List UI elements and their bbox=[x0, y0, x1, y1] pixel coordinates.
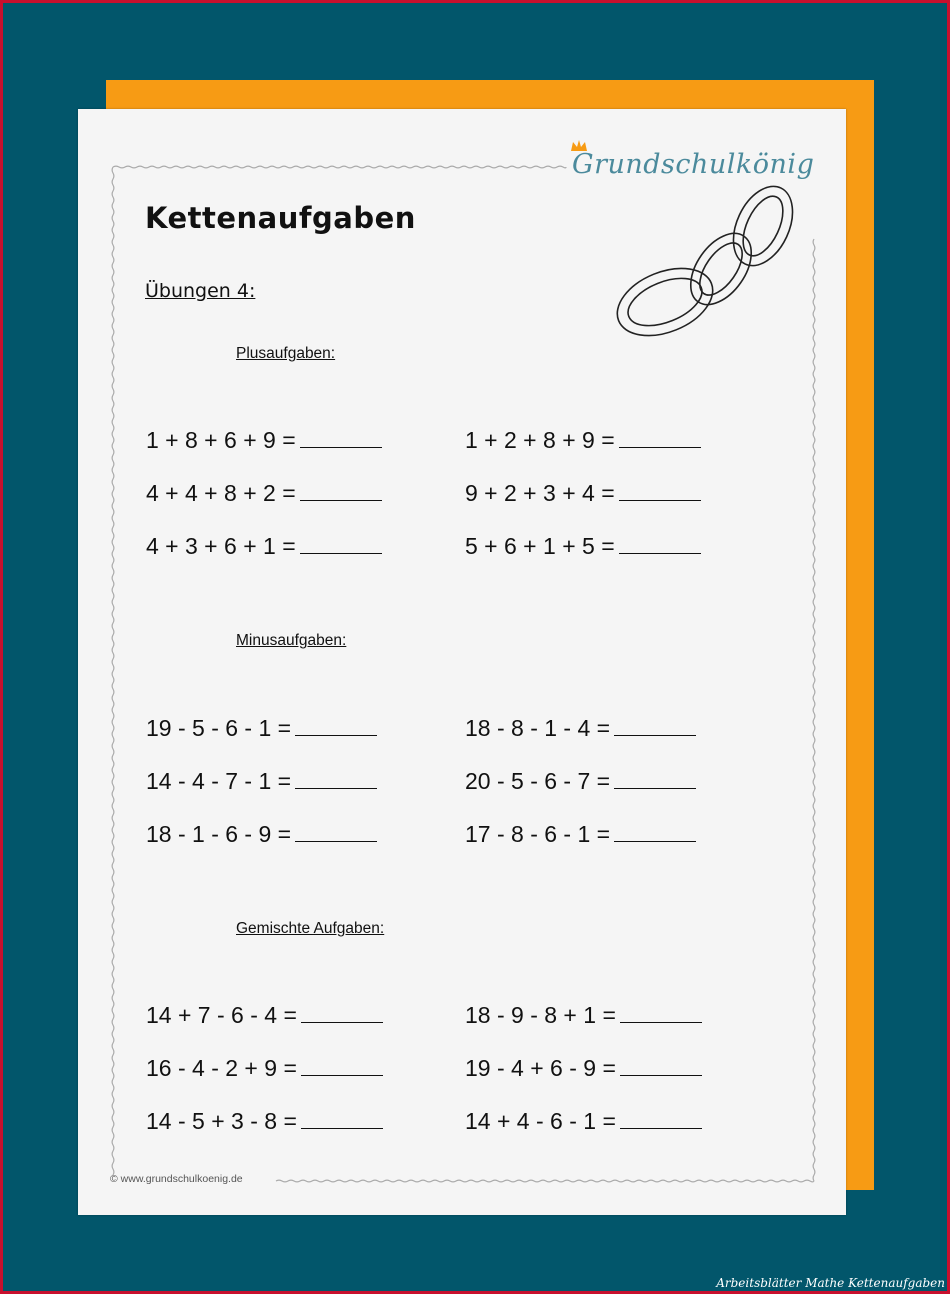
problem-item: 19 - 5 - 6 - 1 = bbox=[146, 715, 377, 742]
answer-blank[interactable] bbox=[295, 768, 377, 789]
answer-blank[interactable] bbox=[295, 821, 377, 842]
brand-logo bbox=[570, 139, 820, 189]
answer-blank[interactable] bbox=[300, 533, 382, 554]
problem-item: 1 + 8 + 6 + 9 = bbox=[146, 427, 382, 454]
answer-blank[interactable] bbox=[295, 715, 377, 736]
section-heading-minus: Minusaufgaben: bbox=[236, 632, 347, 649]
problem-item: 16 - 4 - 2 + 9 = bbox=[146, 1055, 383, 1082]
answer-blank[interactable] bbox=[614, 821, 696, 842]
answer-blank[interactable] bbox=[301, 1108, 383, 1129]
problem-item: 14 + 4 - 6 - 1 = bbox=[465, 1108, 702, 1135]
image-caption: Arbeitsblätter Mathe Kettenaufgaben bbox=[716, 1276, 945, 1290]
answer-blank[interactable] bbox=[300, 480, 382, 501]
answer-blank[interactable] bbox=[620, 1055, 702, 1076]
problem-item: 18 - 9 - 8 + 1 = bbox=[465, 1002, 702, 1029]
chain-links-icon bbox=[613, 184, 803, 359]
answer-blank[interactable] bbox=[300, 427, 382, 448]
problem-item: 14 + 7 - 6 - 4 = bbox=[146, 1002, 383, 1029]
answer-blank[interactable] bbox=[619, 480, 701, 501]
answer-blank[interactable] bbox=[301, 1002, 383, 1023]
problem-item: 19 - 4 + 6 - 9 = bbox=[465, 1055, 702, 1082]
exercise-subtitle: Übungen 4: bbox=[145, 280, 256, 302]
footer-copyright: © www.grundschulkoenig.de bbox=[110, 1173, 243, 1185]
worksheet-page bbox=[78, 109, 846, 1215]
answer-blank[interactable] bbox=[301, 1055, 383, 1076]
problem-item: 20 - 5 - 6 - 7 = bbox=[465, 768, 696, 795]
answer-blank[interactable] bbox=[620, 1002, 702, 1023]
problem-item: 4 + 4 + 8 + 2 = bbox=[146, 480, 382, 507]
answer-blank[interactable] bbox=[614, 768, 696, 789]
problem-item: 4 + 3 + 6 + 1 = bbox=[146, 533, 382, 560]
problem-item: 17 - 8 - 6 - 1 = bbox=[465, 821, 696, 848]
brand-name: Grundschulkönig bbox=[572, 149, 815, 180]
answer-blank[interactable] bbox=[619, 427, 701, 448]
page-title: Kettenaufgaben bbox=[145, 201, 416, 235]
problem-item: 18 - 1 - 6 - 9 = bbox=[146, 821, 377, 848]
answer-blank[interactable] bbox=[620, 1108, 702, 1129]
problem-item: 18 - 8 - 1 - 4 = bbox=[465, 715, 696, 742]
section-heading-plus: Plusaufgaben: bbox=[236, 345, 336, 362]
problem-item: 9 + 2 + 3 + 4 = bbox=[465, 480, 701, 507]
problem-item: 5 + 6 + 1 + 5 = bbox=[465, 533, 701, 560]
problem-item: 14 - 4 - 7 - 1 = bbox=[146, 768, 377, 795]
answer-blank[interactable] bbox=[614, 715, 696, 736]
background-frame bbox=[3, 3, 947, 1291]
section-heading-mixed: Gemischte Aufgaben: bbox=[236, 920, 385, 937]
problem-item: 1 + 2 + 8 + 9 = bbox=[465, 427, 701, 454]
answer-blank[interactable] bbox=[619, 533, 701, 554]
problem-item: 14 - 5 + 3 - 8 = bbox=[146, 1108, 383, 1135]
